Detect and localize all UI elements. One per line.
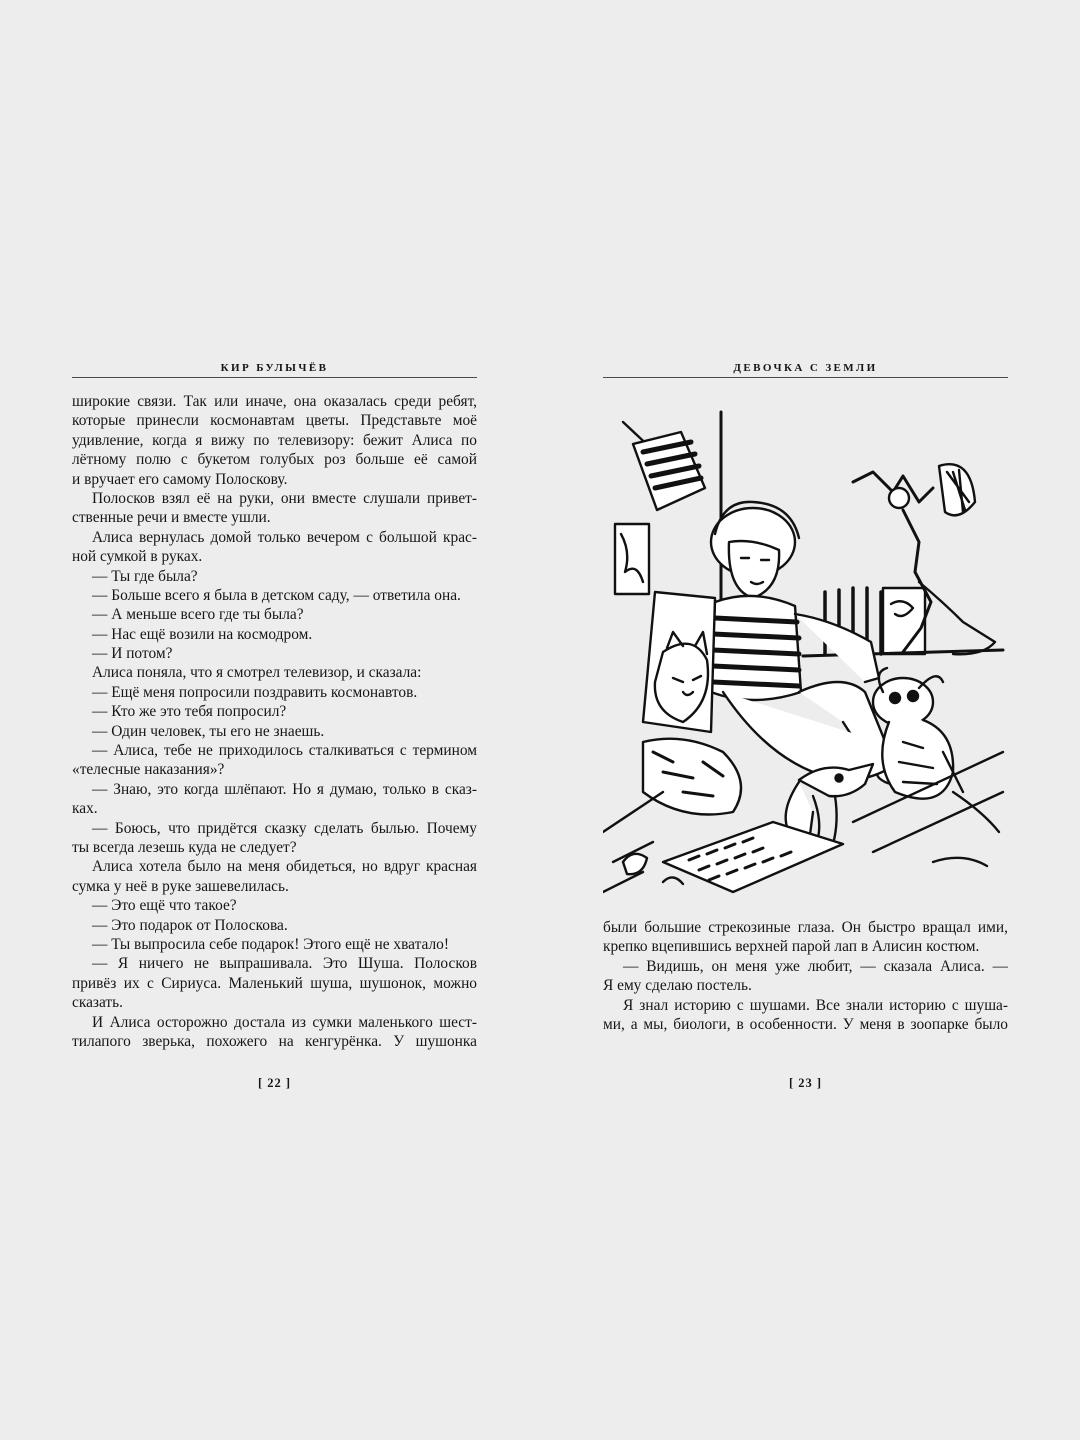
- text-line: сумка у неё в руке зашевелилась.: [72, 877, 289, 895]
- text-line: И Алиса осторожно достала из сумки маленького шест-: [92, 1013, 477, 1031]
- skeleton-skull: [889, 488, 909, 508]
- text-line: Алиса поняла, что я смотрел телевизор, и сказала:: [92, 664, 422, 682]
- text-line: — Знаю, это когда шлёпают. Но я думаю, только в сказ-: [92, 780, 477, 798]
- shusha-body: [882, 720, 953, 799]
- text-line: — А меньше всего где ты была?: [92, 606, 304, 624]
- floor-shadow-left: [603, 792, 663, 892]
- header-rule: [72, 377, 477, 378]
- author-name: КИР БУЛЫЧЁВ: [220, 362, 329, 374]
- text-line: — Ты где была?: [92, 567, 198, 585]
- text-line: — Боюсь, что придётся сказку сделать былью. Почему: [92, 819, 477, 837]
- right-page: [603, 358, 1008, 1090]
- text-line: — Один человек, ты его не знаешь.: [92, 722, 325, 740]
- text-line: сказать.: [72, 994, 124, 1012]
- shusha-eye-right: [908, 691, 918, 701]
- text-line: ственные речи и вместе ушли.: [72, 509, 271, 527]
- text-line: Алиса хотела было на меня обидеться, но вдруг красная: [92, 858, 477, 876]
- text-line: — Больше всего я была в детском саду, — ответила она.: [92, 586, 461, 604]
- text-line: ках.: [72, 800, 98, 818]
- text-line: и вручает его самому Полоскову.: [72, 470, 288, 488]
- text-line: — Я ничего не выпрашивала. Это Шуша. Полосков: [92, 955, 477, 973]
- text-line: — Ещё меня попросили поздравить космонавтов.: [92, 683, 418, 701]
- text-line: — Нас ещё возили на космодром.: [92, 625, 313, 643]
- text-line: «телесные наказания»?: [72, 761, 225, 779]
- shusha-head: [873, 678, 933, 726]
- text-line: — Алиса, тебе не приходилось сталкиваться с термином: [92, 742, 477, 760]
- running-head-author: [72, 358, 477, 378]
- text-line: Я знал историю с шушами. Все знали историю с шуша-: [623, 996, 1008, 1014]
- text-line: — Ты выпросила себе подарок! Этого ещё не хватало!: [92, 935, 449, 953]
- page-number-right: [ 23 ]: [788, 1076, 823, 1090]
- left-page: [72, 358, 477, 1090]
- text-line: широкие связи. Так или иначе, она оказалась среди ребят,: [72, 393, 477, 410]
- skeleton-wing-right: [939, 464, 975, 515]
- text-line: — Это подарок от Полоскова.: [92, 916, 288, 934]
- text-line: которые принесли космонавтам цветы. Представьте моё: [72, 412, 477, 430]
- right-page-text: [603, 918, 1008, 1034]
- girl-with-animals-illustration-icon: [603, 392, 1008, 904]
- text-line: — Видишь, он меня уже любит, — сказала Алиса. —: [623, 957, 1008, 975]
- text-line: — Это ещё что такое?: [92, 897, 237, 915]
- text-line: — Кто же это тебя попросил?: [92, 703, 287, 721]
- girl-face: [729, 541, 779, 598]
- text-line: Алиса вернулась домой только вечером с большой крас-: [92, 528, 477, 546]
- text-line: привёз их с Сириуса. Маленький шуша, шушонок, можно: [72, 974, 477, 992]
- left-page-text: [72, 392, 477, 1051]
- text-line: ми, а мы, биологи, в особенности. У меня в зоопарке было: [603, 1015, 1008, 1033]
- text-line: Полосков взял её на руки, они вместе слушали привет-: [92, 489, 477, 507]
- small-scribble: [663, 877, 683, 884]
- text-line: удивление, когда я вижу по телевизору: бежит Алиса по: [72, 431, 477, 449]
- text-line: крепко вцепившись верхней парой лап в Алисин костюм.: [603, 938, 980, 956]
- dog-eye: [836, 775, 843, 782]
- text-line: ной сумкой в руках.: [72, 548, 203, 566]
- book-box: [883, 588, 925, 654]
- shusha-eye-left: [890, 693, 900, 703]
- header-rule: [603, 377, 1008, 378]
- page-number-left: [ 22 ]: [257, 1076, 292, 1090]
- text-line: тилапого зверька, похожего на кенгурёнка. У шушонка: [72, 1032, 477, 1050]
- text-line: лётному полю с букетом голубых роз больше её самой: [72, 451, 477, 469]
- illustration-drawing: [603, 392, 1008, 904]
- text-line: Я ему сделаю постель.: [603, 977, 752, 995]
- text-line: — И потом?: [92, 645, 173, 663]
- running-head-title: [603, 358, 1008, 378]
- text-line: ты всегда лезешь куда не следует?: [72, 838, 297, 856]
- text-line: были большие стрекозиные глаза. Он быстро вращал ими,: [603, 919, 1008, 936]
- rug: [663, 822, 843, 892]
- book-title: ДЕВОЧКА С ЗЕМЛИ: [733, 362, 878, 374]
- skeleton-tail: [919, 582, 995, 654]
